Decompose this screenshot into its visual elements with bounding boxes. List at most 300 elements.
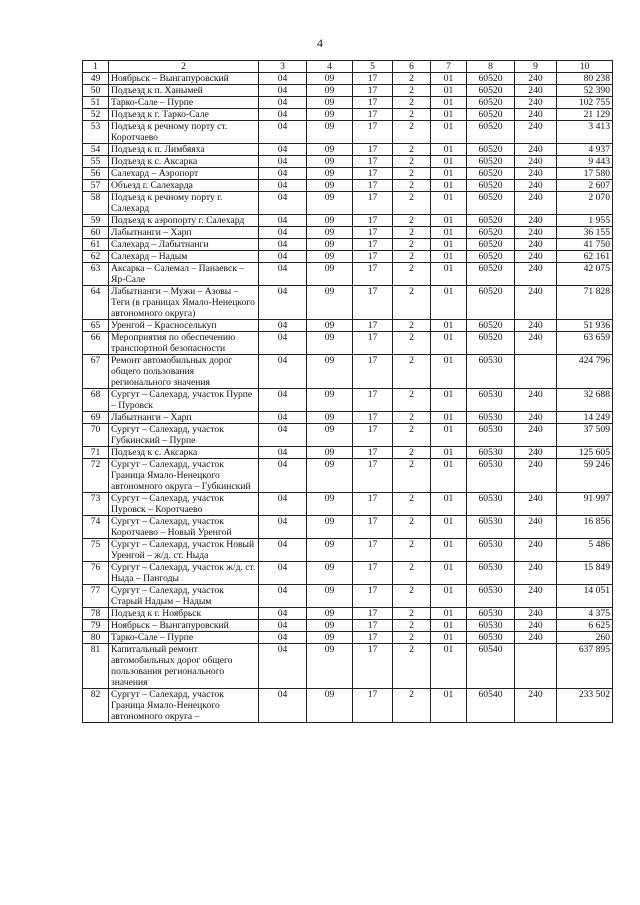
code-col3-cell: 04 [259,516,307,539]
code-col5-cell: 17 [353,286,393,320]
code-col3-cell: 04 [259,355,307,389]
code-col6-cell: 2 [393,109,431,121]
code-col3-cell: 04 [259,121,307,144]
road-name-cell: Лабытнанги – Мужи – Азовы – Теги (в границах Ямало-Ненецкого автономного округа) [109,286,259,320]
table-header-row [83,61,613,73]
code-col8-cell: 60520 [467,144,515,156]
table-row [83,192,613,215]
code-col7-cell: 01 [431,644,467,689]
row-number-cell: 57 [83,180,109,192]
code-col4-cell: 09 [307,263,353,286]
code-col7-cell: 01 [431,263,467,286]
code-col4-cell: 09 [307,73,353,85]
code-col6-cell: 2 [393,608,431,620]
code-col9-cell: 240 [515,192,557,215]
code-col3-cell: 04 [259,73,307,85]
column-header-4: 4 [307,61,353,73]
table-row [83,689,613,723]
amount-cell: 260 [557,632,613,644]
amount-cell: 1 955 [557,215,613,227]
table-row [83,215,613,227]
code-col3-cell: 04 [259,644,307,689]
code-col4-cell: 09 [307,424,353,447]
code-col4-cell: 09 [307,689,353,723]
code-col4-cell: 09 [307,332,353,355]
code-col5-cell: 17 [353,389,393,412]
road-name-cell: Сургут – Салехард, участок Пурпе – Пуровск [109,389,259,412]
table-row [83,320,613,332]
code-col4-cell: 09 [307,286,353,320]
code-col6-cell: 2 [393,620,431,632]
code-col4-cell: 09 [307,227,353,239]
row-number-cell: 63 [83,263,109,286]
column-header-2: 2 [109,61,259,73]
row-number-cell: 67 [83,355,109,389]
code-col6-cell: 2 [393,320,431,332]
code-col3-cell: 04 [259,109,307,121]
code-col5-cell: 17 [353,168,393,180]
code-col4-cell: 09 [307,562,353,585]
code-col3-cell: 04 [259,632,307,644]
code-col8-cell: 60530 [467,412,515,424]
code-col7-cell: 01 [431,562,467,585]
code-col8-cell: 60520 [467,168,515,180]
code-col9-cell: 240 [515,608,557,620]
amount-cell: 424 796 [557,355,613,389]
code-col9-cell: 240 [515,239,557,251]
code-col3-cell: 04 [259,156,307,168]
code-col5-cell: 17 [353,332,393,355]
code-col8-cell: 60520 [467,192,515,215]
code-col4-cell: 09 [307,85,353,97]
amount-cell: 37 509 [557,424,613,447]
road-name-cell: Салехард – Надым [109,251,259,263]
column-header-6: 6 [393,61,431,73]
code-col6-cell: 2 [393,355,431,389]
row-number-cell: 62 [83,251,109,263]
amount-cell: 36 155 [557,227,613,239]
table-row [83,608,613,620]
code-col7-cell: 01 [431,608,467,620]
code-col9-cell: 240 [515,168,557,180]
code-col3-cell: 04 [259,227,307,239]
code-col5-cell: 17 [353,85,393,97]
table-row [83,424,613,447]
row-number-cell: 76 [83,562,109,585]
code-col5-cell: 17 [353,620,393,632]
code-col5-cell: 17 [353,73,393,85]
road-name-cell: Подъезд к речному порту ст. Коротчаево [109,121,259,144]
code-col6-cell: 2 [393,168,431,180]
column-header-8: 8 [467,61,515,73]
code-col4-cell: 09 [307,168,353,180]
amount-cell: 233 502 [557,689,613,723]
row-number-cell: 66 [83,332,109,355]
code-col9-cell: 240 [515,156,557,168]
row-number-cell: 54 [83,144,109,156]
table-body [83,73,613,723]
code-col6-cell: 2 [393,156,431,168]
amount-cell: 59 246 [557,459,613,493]
table-row [83,97,613,109]
code-col8-cell: 60540 [467,644,515,689]
road-name-cell: Подъезд к с. Аксарка [109,447,259,459]
code-col8-cell: 60520 [467,251,515,263]
code-col8-cell: 60530 [467,424,515,447]
road-name-cell: Лабытнанги – Харп [109,227,259,239]
row-number-cell: 52 [83,109,109,121]
code-col9-cell: 240 [515,539,557,562]
code-col5-cell: 17 [353,355,393,389]
road-name-cell: Сургут – Салехард, участок Старый Надым – Надым [109,585,259,608]
code-col5-cell: 17 [353,689,393,723]
row-number-cell: 55 [83,156,109,168]
table-row [83,355,613,389]
code-col8-cell: 60530 [467,539,515,562]
code-col5-cell: 17 [353,608,393,620]
code-col9-cell: 240 [515,263,557,286]
code-col4-cell: 09 [307,156,353,168]
code-col3-cell: 04 [259,562,307,585]
row-number-cell: 75 [83,539,109,562]
code-col9-cell: 240 [515,320,557,332]
table-row [83,286,613,320]
code-col8-cell: 60520 [467,85,515,97]
table-row [83,85,613,97]
code-col3-cell: 04 [259,180,307,192]
code-col9-cell: 240 [515,251,557,263]
code-col5-cell: 17 [353,251,393,263]
code-col7-cell: 01 [431,516,467,539]
code-col4-cell: 09 [307,355,353,389]
code-col7-cell: 01 [431,121,467,144]
road-name-cell: Подъезд к п. Ханымей [109,85,259,97]
code-col5-cell: 17 [353,424,393,447]
code-col4-cell: 09 [307,447,353,459]
row-number-cell: 49 [83,73,109,85]
table-row [83,109,613,121]
code-col3-cell: 04 [259,389,307,412]
table-row [83,73,613,85]
code-col5-cell: 17 [353,227,393,239]
table-row [83,620,613,632]
code-col5-cell: 17 [353,180,393,192]
code-col6-cell: 2 [393,412,431,424]
code-col6-cell: 2 [393,689,431,723]
row-number-cell: 65 [83,320,109,332]
code-col6-cell: 2 [393,215,431,227]
code-col6-cell: 2 [393,227,431,239]
code-col8-cell: 60530 [467,632,515,644]
amount-cell: 16 856 [557,516,613,539]
code-col7-cell: 01 [431,97,467,109]
code-col8-cell: 60530 [467,493,515,516]
code-col5-cell: 17 [353,215,393,227]
code-col8-cell: 60520 [467,73,515,85]
amount-cell: 102 755 [557,97,613,109]
row-number-cell: 59 [83,215,109,227]
code-col9-cell: 240 [515,121,557,144]
amount-cell: 62 161 [557,251,613,263]
code-col4-cell: 09 [307,215,353,227]
code-col6-cell: 2 [393,644,431,689]
road-name-cell: Сургут – Салехард, участок Граница Ямало-Ненецкого автономного округа – Губкинский [109,459,259,493]
code-col7-cell: 01 [431,251,467,263]
code-col5-cell: 17 [353,493,393,516]
table-row [83,180,613,192]
code-col5-cell: 17 [353,320,393,332]
road-name-cell: Сургут – Салехард, участок Губкинский – Пурпе [109,424,259,447]
table-row [83,493,613,516]
code-col7-cell: 01 [431,109,467,121]
code-col9-cell: 240 [515,516,557,539]
code-col6-cell: 2 [393,286,431,320]
code-col3-cell: 04 [259,332,307,355]
road-name-cell: Ноябрьск – Вынгапуровский [109,73,259,85]
code-col5-cell: 17 [353,632,393,644]
code-col8-cell: 60520 [467,109,515,121]
code-col5-cell: 17 [353,121,393,144]
code-col6-cell: 2 [393,73,431,85]
code-col3-cell: 04 [259,85,307,97]
code-col9-cell: 240 [515,332,557,355]
code-col6-cell: 2 [393,239,431,251]
code-col5-cell: 17 [353,644,393,689]
code-col4-cell: 09 [307,608,353,620]
code-col7-cell: 01 [431,412,467,424]
code-col5-cell: 17 [353,192,393,215]
code-col5-cell: 17 [353,263,393,286]
code-col7-cell: 01 [431,689,467,723]
code-col5-cell: 17 [353,459,393,493]
page-number: 4 [317,36,323,50]
amount-cell: 71 828 [557,286,613,320]
table-row [83,239,613,251]
table-row [83,389,613,412]
table-row [83,263,613,286]
code-col4-cell: 09 [307,644,353,689]
road-name-cell: Сургут – Салехард, участок Коротчаево – Новый Уренгой [109,516,259,539]
amount-cell: 125 605 [557,447,613,459]
row-number-cell: 64 [83,286,109,320]
budget-table [82,60,613,723]
code-col3-cell: 04 [259,263,307,286]
code-col8-cell: 60520 [467,97,515,109]
road-name-cell: Сургут – Салехард, участок ж/д. ст. Ныда – Пангоды [109,562,259,585]
table-row [83,447,613,459]
road-name-cell: Капитальный ремонт автомобильных дорог общего пользования регионального значения [109,644,259,689]
code-col4-cell: 09 [307,144,353,156]
code-col5-cell: 17 [353,156,393,168]
code-col9-cell: 240 [515,632,557,644]
code-col7-cell: 01 [431,144,467,156]
amount-cell: 3 413 [557,121,613,144]
code-col9-cell: 240 [515,424,557,447]
code-col6-cell: 2 [393,516,431,539]
row-number-cell: 50 [83,85,109,97]
code-col5-cell: 17 [353,239,393,251]
code-col4-cell: 09 [307,459,353,493]
code-col7-cell: 01 [431,424,467,447]
road-name-cell: Ноябрьск – Вынгапуровский [109,620,259,632]
code-col7-cell: 01 [431,332,467,355]
code-col5-cell: 17 [353,144,393,156]
code-col4-cell: 09 [307,192,353,215]
code-col8-cell: 60520 [467,121,515,144]
code-col3-cell: 04 [259,459,307,493]
amount-cell: 21 129 [557,109,613,121]
code-col5-cell: 17 [353,516,393,539]
row-number-cell: 56 [83,168,109,180]
road-name-cell: Сургут – Салехард, участок Граница Ямало-Ненецкого автономного округа – [109,689,259,723]
amount-cell: 6 625 [557,620,613,632]
code-col8-cell: 60530 [467,516,515,539]
table-row [83,412,613,424]
code-col8-cell: 60520 [467,156,515,168]
road-name-cell: Подъезд к речному порту г. Салехард [109,192,259,215]
road-name-cell: Уренгой – Красноселькуп [109,320,259,332]
code-col8-cell: 60540 [467,689,515,723]
code-col3-cell: 04 [259,168,307,180]
amount-cell: 17 580 [557,168,613,180]
table-row [83,632,613,644]
row-number-cell: 71 [83,447,109,459]
amount-cell: 41 750 [557,239,613,251]
code-col3-cell: 04 [259,539,307,562]
code-col3-cell: 04 [259,493,307,516]
code-col6-cell: 2 [393,263,431,286]
code-col4-cell: 09 [307,620,353,632]
road-name-cell: Подъезд к г. Ноябрьск [109,608,259,620]
code-col4-cell: 09 [307,632,353,644]
code-col6-cell: 2 [393,459,431,493]
code-col9-cell [515,644,557,689]
code-col5-cell: 17 [353,562,393,585]
code-col4-cell: 09 [307,320,353,332]
code-col8-cell: 60520 [467,263,515,286]
row-number-cell: 79 [83,620,109,632]
column-header-9: 9 [515,61,557,73]
table-row [83,168,613,180]
code-col8-cell: 60520 [467,227,515,239]
code-col4-cell: 09 [307,109,353,121]
code-col7-cell: 01 [431,215,467,227]
code-col7-cell: 01 [431,493,467,516]
code-col8-cell: 60520 [467,332,515,355]
column-header-1: 1 [83,61,109,73]
code-col3-cell: 04 [259,412,307,424]
code-col8-cell: 60530 [467,620,515,632]
row-number-cell: 60 [83,227,109,239]
code-col7-cell: 01 [431,355,467,389]
code-col6-cell: 2 [393,539,431,562]
table-row [83,585,613,608]
code-col8-cell: 60520 [467,239,515,251]
road-name-cell: Подъезд к аэропорту г. Салехард [109,215,259,227]
code-col7-cell: 01 [431,180,467,192]
table-row [83,144,613,156]
row-number-cell: 80 [83,632,109,644]
table-row [83,562,613,585]
code-col6-cell: 2 [393,562,431,585]
code-col7-cell: 01 [431,192,467,215]
row-number-cell: 72 [83,459,109,493]
code-col5-cell: 17 [353,539,393,562]
code-col8-cell: 60530 [467,355,515,389]
code-col4-cell: 09 [307,516,353,539]
code-col7-cell: 01 [431,286,467,320]
code-col4-cell: 09 [307,251,353,263]
code-col7-cell: 01 [431,73,467,85]
code-col9-cell: 240 [515,144,557,156]
code-col9-cell: 240 [515,73,557,85]
row-number-cell: 69 [83,412,109,424]
amount-cell: 52 390 [557,85,613,97]
amount-cell: 63 659 [557,332,613,355]
code-col9-cell: 240 [515,585,557,608]
code-col3-cell: 04 [259,239,307,251]
road-name-cell: Подъезд к п. Лимбяяха [109,144,259,156]
road-name-cell: Подъезд к с. Аксарка [109,156,259,168]
column-header-5: 5 [353,61,393,73]
code-col6-cell: 2 [393,493,431,516]
code-col4-cell: 09 [307,239,353,251]
code-col7-cell: 01 [431,320,467,332]
code-col8-cell: 60530 [467,389,515,412]
code-col6-cell: 2 [393,144,431,156]
code-col7-cell: 01 [431,585,467,608]
code-col9-cell: 240 [515,215,557,227]
table-row [83,459,613,493]
code-col5-cell: 17 [353,585,393,608]
table-row [83,227,613,239]
code-col6-cell: 2 [393,121,431,144]
code-col5-cell: 17 [353,97,393,109]
code-col8-cell: 60530 [467,447,515,459]
code-col9-cell: 240 [515,412,557,424]
code-col7-cell: 01 [431,632,467,644]
code-col3-cell: 04 [259,585,307,608]
code-col9-cell: 240 [515,85,557,97]
amount-cell: 637 895 [557,644,613,689]
code-col6-cell: 2 [393,389,431,412]
road-name-cell: Мероприятия по обеспечению транспортной безопасности [109,332,259,355]
code-col6-cell: 2 [393,632,431,644]
code-col6-cell: 2 [393,85,431,97]
column-header-3: 3 [259,61,307,73]
code-col9-cell: 240 [515,447,557,459]
row-number-cell: 58 [83,192,109,215]
code-col7-cell: 01 [431,539,467,562]
code-col3-cell: 04 [259,424,307,447]
amount-cell: 91 997 [557,493,613,516]
table-row [83,644,613,689]
table-row [83,539,613,562]
code-col3-cell: 04 [259,251,307,263]
column-header-10: 10 [557,61,613,73]
code-col6-cell: 2 [393,97,431,109]
code-col7-cell: 01 [431,389,467,412]
code-col3-cell: 04 [259,620,307,632]
road-name-cell: Сургут – Салехард, участок Пуровск – Коротчаево [109,493,259,516]
amount-cell: 15 849 [557,562,613,585]
amount-cell: 14 249 [557,412,613,424]
code-col8-cell: 60530 [467,562,515,585]
amount-cell: 14 051 [557,585,613,608]
road-name-cell: Салехард – Аэропорт [109,168,259,180]
code-col8-cell: 60530 [467,608,515,620]
code-col6-cell: 2 [393,180,431,192]
